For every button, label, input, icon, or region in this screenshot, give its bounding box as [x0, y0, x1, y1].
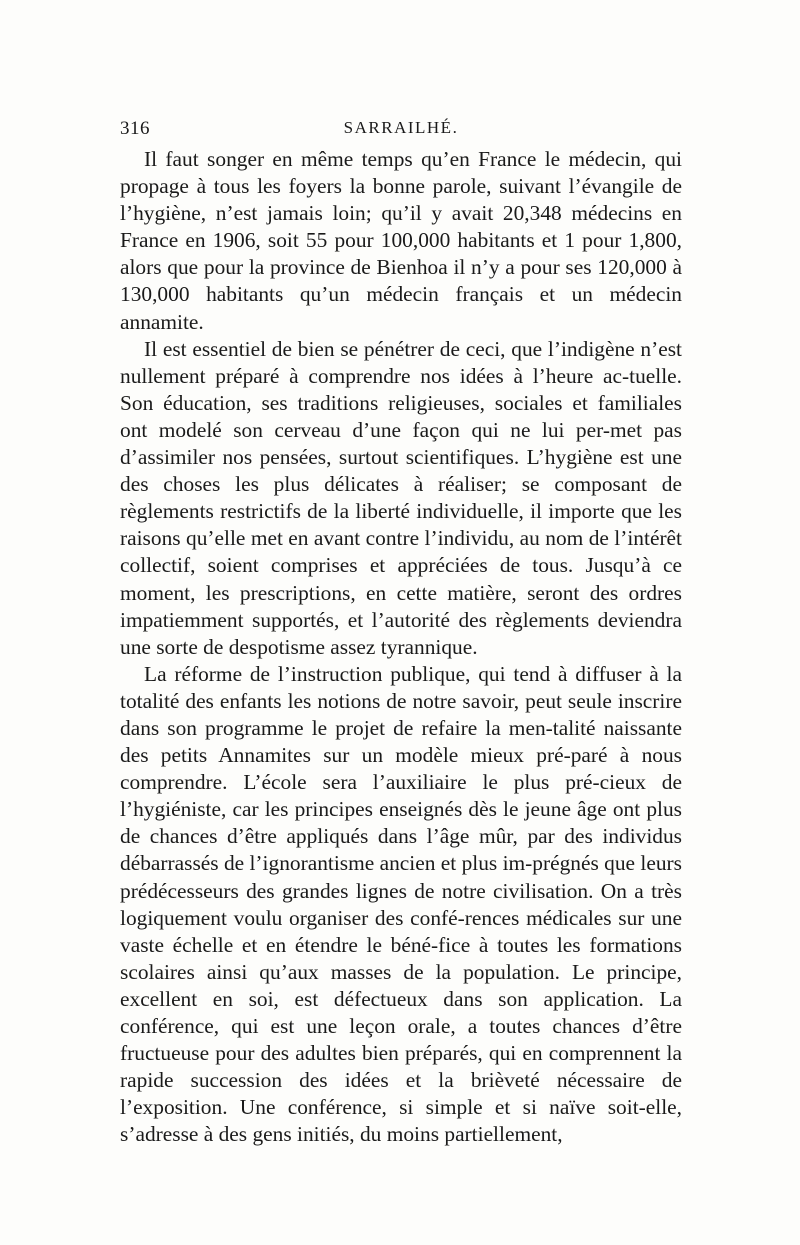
- paragraph-1: Il faut songer en même temps qu’en France le médecin, qui propage à tous les foyers la bonne parole, suivant l’évangile de l’hygiène, n’est jamais loin; qu’il y avait 20,348 médecins en France en 1906, soit 55 pour 100,000 habitants et 1 pour 1,800, alors que pour la province de Bienhoa il n’y a pour ses 120,000 à 130,000 habitants qu’un médecin français et un médecin annamite.: [120, 147, 682, 334]
- paragraph-2: Il est essentiel de bien se pénétrer de ceci, que l’indigène n’est nullement préparé à comprendre nos idées à l’heure ac-tuelle. Son éducation, ses traditions religieuses, sociales et familiales ont modelé son cerveau d’une façon qui ne lui per-met pas d’assimiler nos pensées, surtout scientifiques. L’hygiène est une des choses les plus délicates à réaliser; se composant de règlements restrictifs de la liberté individuelle, il importe que les raisons qu’elle met en avant contre l’individu, au nom de l’intérêt collectif, soient comprises et appréciées de tous. Jusqu’à ce moment, les prescriptions, en cette matière, seront des ordres impatiemment supportés, et l’autorité des règlements deviendra une sorte de despotisme assez tyrannique.: [120, 336, 682, 659]
- running-head: SARRAILHÉ.: [343, 118, 459, 137]
- page-header: [120, 118, 682, 142]
- body-text: [120, 146, 682, 1148]
- page-number: 316: [120, 118, 150, 139]
- paragraph-3: La réforme de l’instruction publique, qui tend à diffuser à la totalité des enfants les notions de notre savoir, peut seule inscrire dans son programme le projet de refaire la men-talité naissante des petits Annamites sur un modèle mieux pré-paré à nous comprendre. L’école sera l’auxiliaire le plus pré-cieux de l’hygiéniste, car les principes enseignés dès le jeune âge ont plus de chances d’être appliqués dans l’âge mûr, par des individus débarrassés de l’ignorantisme ancien et plus im-prégnés que leurs prédécesseurs des grandes lignes de notre civilisation. On a très logiquement voulu organiser des confé-rences médicales sur une vaste échelle et en étendre le béné-fice à toutes les formations scolaires ainsi qu’aux masses de la population. Le principe, excellent en soi, est défectueux dans son application. La conférence, qui est une leçon orale, a toutes chances d’être fructueuse pour des adultes bien préparés, qui en comprennent la rapide succession des idées et la brièveté nécessaire de l’exposition. Une conférence, si simple et si naïve soit-elle, s’adresse à des gens initiés, du moins partiellement,: [120, 661, 682, 1147]
